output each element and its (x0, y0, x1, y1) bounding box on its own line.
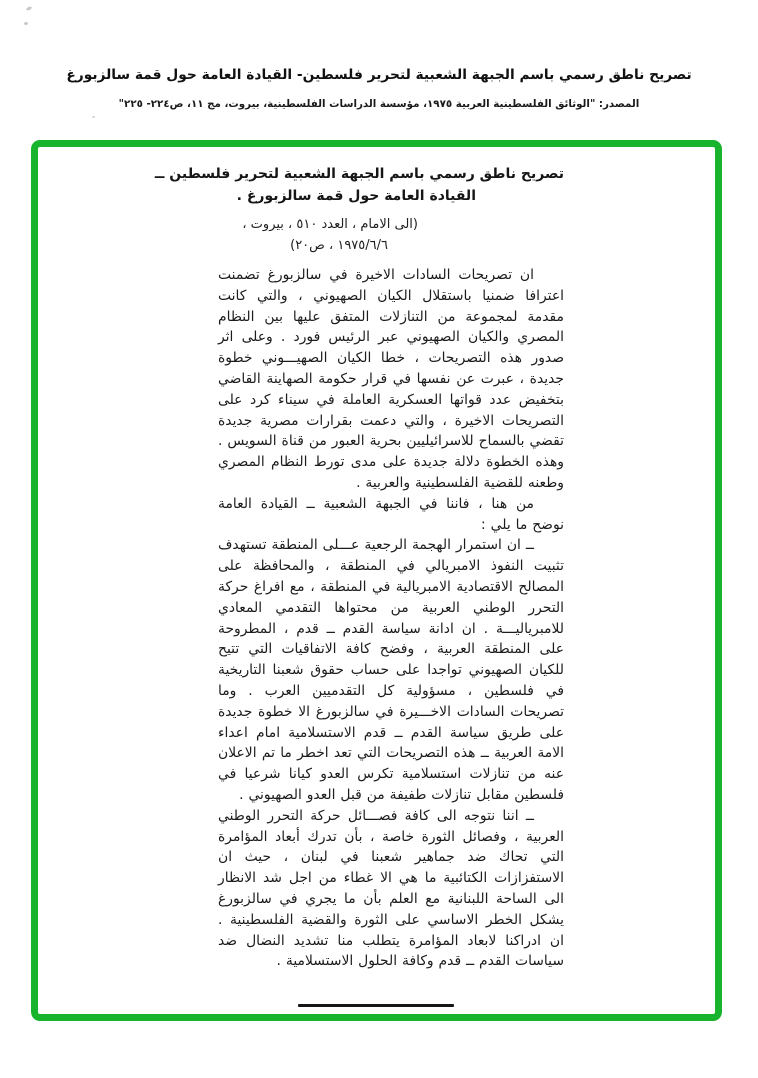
scan-speck (92, 116, 95, 118)
paragraph-3-bullet: ــ ان استمرار الهجمة الرجعية عـــلى المنطقة تستهدف تثبيت النفوذ الامبريالي في المنطقة ، والمحافظة على المصالح الاقتصادية الامبريالية في المنطقة ، مع افراغ حركة التحرر الوطني العربية من محتواها التقدمي المعادي للامبرياليـــة . ان ادانة سياسة القدم ــ قدم ، المطروحة على المنطقة العربية ، وفضح كافة الاتفاقيات التي تتيح للكيان الصهيوني تواجدا على حساب حقوق شعبنا التاريخية في فلسطين ، مسؤولية كل التقدميين العرب . وما تصريحات السادات الاخـــيرة في سالزبورغ الا خطوة جديدة على طريق سياسة القدم ــ قدم الاستسلامية امام اعداء الامة العربية ــ هذه التصريحات التي تعد اخطر ما تم الاعلان عنه من تنازلات استسلامية تكرس العدو كيانا شرعيا في فلسطين مقابل تنازلات طفيفة من قبل العدو الصهيوني . (218, 537, 564, 803)
scan-speck (26, 6, 33, 11)
document-title-line1: تصريح ناطق رسمي باسم الجبهة الشعبية لتحرير فلسطين ــ (154, 166, 564, 182)
page-footer-rule (298, 1004, 454, 1007)
document-title (154, 164, 564, 207)
green-highlight-frame (31, 140, 722, 1021)
page-header-title: تصريح ناطق رسمي باسم الجبهة الشعبية لتحرير فلسطين- القيادة العامة حول قمة سالزبورغ (66, 67, 692, 83)
citation-source-line: (الى الامام ، العدد ٥١٠ ، بيروت ، (242, 217, 418, 232)
page-header-source: المصدر: "الوثائق الفلسطينية العربية ١٩٧٥، مؤسسة الدراسات الفلسطينية، بيروت، مج ١١، ص٢٢٤- ٢٢٥" (118, 98, 640, 110)
paragraph-4-bullet: ــ اننا نتوجه الى كافة فصـــائل حركة التحرر الوطني العربية ، وفصائل الثورة خاصة ، بأن تدرك أبعاد المؤامرة التي تحاك ضد جماهير شعبنا في لبنان ، حيث ان الاستفزازات الكتائبية ما هي الا غطاء من اجل شد الانظار الى الساحة اللبنانية مع العلم بأن ما يجري في سالزبورغ يشكل الخطر الاساسي على الثورة والقضية الفلسطينية . ان ادراكنا لابعاد المؤامرة يتطلب منا تشديد النضال ضد سياسات القدم ــ قدم وكافة الحلول الاستسلامية . (218, 807, 564, 970)
citation-date-page-line: ١٩٧٥/٦/٦ ، ص٢٠) (290, 237, 388, 253)
paragraph-1: ان تصريحات السادات الاخيرة في سالزبورغ تضمنت اعترافا ضمنيا باستقلال الكيان الصهيوني ، والتي كانت مقدمة لمجموعة من التنازلات المتفق عليها بين النظام المصري والكيان الصهيوني عبر الرئيس فورد . وعلى اثر صدور هذه التصريحات ، خطا الكيان الصهيـــوني خطوة جديدة ، عبرت عن نفسها في قرار حكومة الصهاينة القاضي بتخفيض عدد قواتها العسكرية العاملة في سيناء كرد على التصريحات الاخيرة ، والتي دعمت بقرارات مصرية جديدة تقضي بالسماح للاسرائيليين بحرية العبور من قناة السويس . وهذه الخطوة دلالة جديدة على مدى تورط النظام المصري وطعنه للقضية الفلسطينية والعربية . (218, 267, 564, 491)
document-title-line2: القيادة العامة حول قمة سالزبورغ . (236, 187, 476, 204)
scan-speck (24, 22, 28, 25)
document-content (154, 164, 564, 972)
document-citation (218, 215, 564, 256)
paragraph-2-intro: من هنا ، فاننا في الجبهة الشعبية ــ القيادة العامة نوضح ما يلي : (218, 495, 564, 533)
